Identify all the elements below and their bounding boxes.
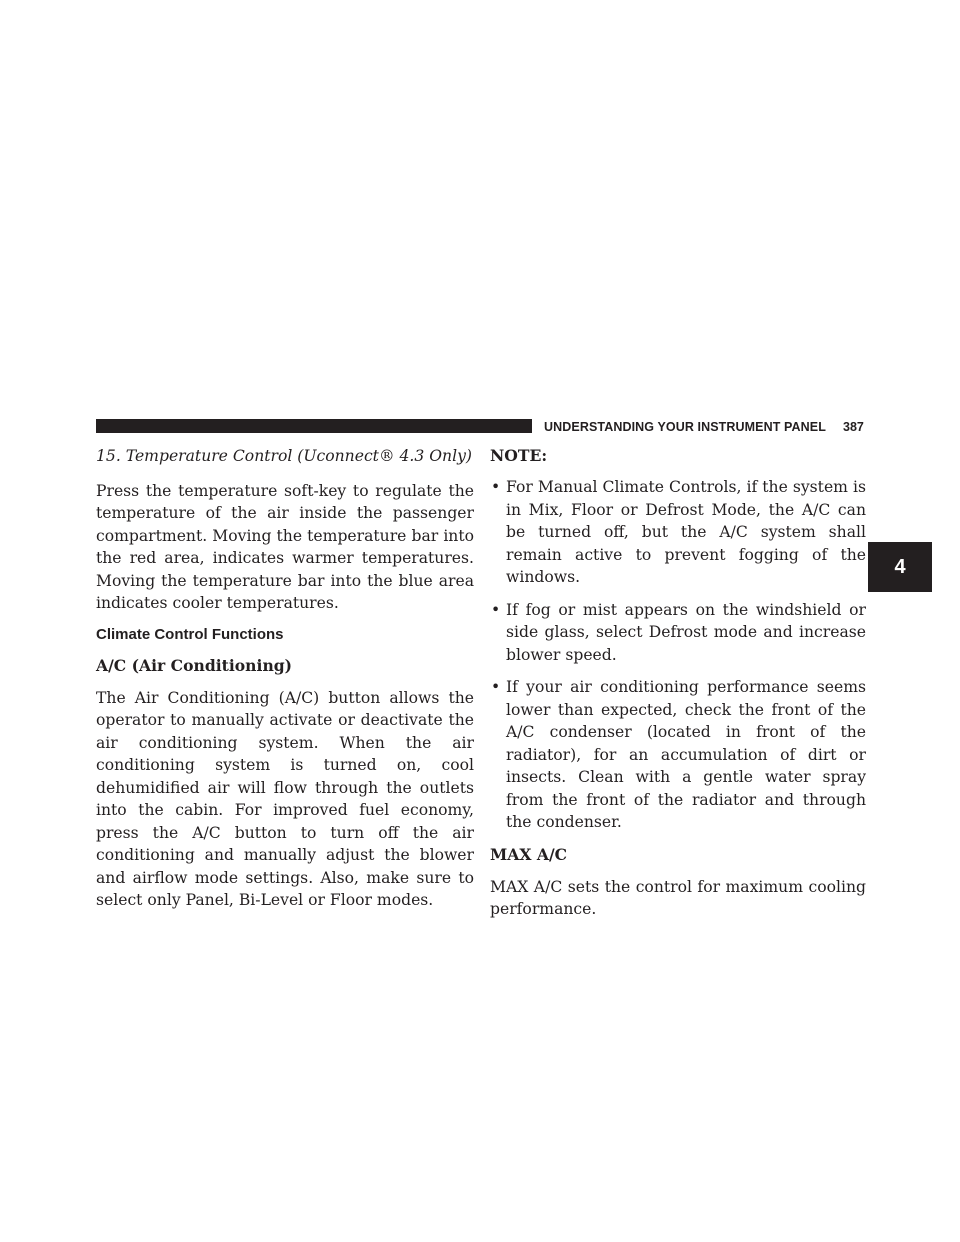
bullet-icon: •	[491, 678, 501, 696]
bullet-icon: •	[491, 478, 501, 496]
list-item	[490, 599, 866, 667]
chapter-number: 4	[894, 555, 906, 578]
note-heading: NOTE:	[490, 446, 548, 465]
page-number: 387	[843, 420, 864, 434]
note-bullet-list	[490, 476, 866, 834]
max-ac-heading: MAX A/C	[490, 844, 568, 864]
ac-heading: A/C (Air Conditioning)	[96, 655, 293, 675]
list-item	[490, 676, 866, 834]
list-item	[490, 476, 866, 589]
bullet-text: For Manual Climate Controls, if the system is in Mix, Floor or Defrost Mode, the A/C can be turned off, but the A/C system shall remain active to prevent fogging of the windows.	[506, 478, 866, 586]
chapter-tab	[868, 542, 932, 592]
max-ac-paragraph: MAX A/C sets the control for maximum cooling performance.	[490, 877, 866, 918]
running-header-title: UNDERSTANDING YOUR INSTRUMENT PANEL	[544, 420, 826, 434]
header-rule-bar	[96, 419, 532, 433]
temperature-control-paragraph: Press the temperature soft-key to regulate the temperature of the air inside the passenger compartment. Moving the temperature bar into the red area, indicates warmer temperatures. Moving the temperature bar into the blue area indicates cooler temperatures.	[96, 481, 474, 612]
ac-paragraph: The Air Conditioning (A/C) button allows the operator to manually activate or deactivate the air conditioning system. When the air conditioning system is turned on, cool dehumidified air will flow through the outlets into the cabin. For improved fuel economy, press the A/C button to turn off the air conditioning and manually adjust the blower and airflow mode settings. Also, make sure to select only Panel, Bi-Level or Floor modes.	[96, 688, 474, 909]
left-column	[96, 445, 474, 922]
bullet-text: If your air conditioning performance seems lower than expected, check the front of the A/C condenser (located in front of the radiator), for an accumulation of dirt or insects. Clean with a gentle water spray from the front of the radiator and through the condenser.	[506, 678, 866, 831]
temperature-control-subheading: 15. Temperature Control (Uconnect® 4.3 Only)	[96, 447, 472, 465]
bullet-text: If fog or mist appears on the windshield or side glass, select Defrost mode and increase blower speed.	[506, 600, 866, 664]
climate-control-functions-heading: Climate Control Functions	[96, 625, 284, 643]
right-column	[490, 445, 866, 931]
bullet-icon: •	[491, 600, 501, 619]
